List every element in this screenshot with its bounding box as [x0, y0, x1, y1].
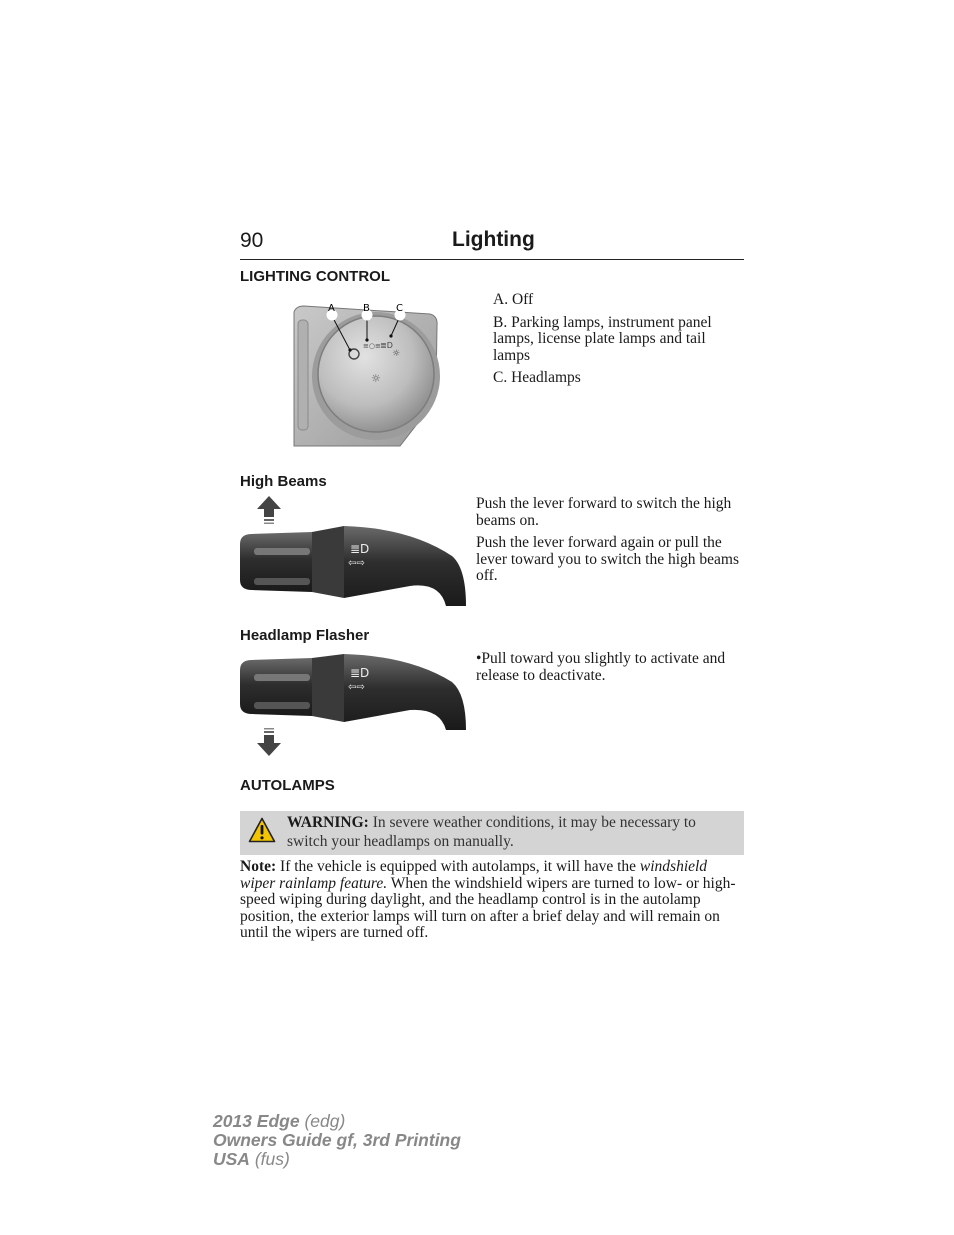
footer-line-3	[213, 1150, 290, 1170]
footer-market-code: (fus)	[249, 1149, 290, 1169]
page-title: Lighting	[452, 228, 535, 251]
headlamp-flasher-text	[476, 651, 746, 690]
warning-text	[287, 813, 739, 851]
figure-label-b: B	[363, 303, 370, 314]
lighting-control-legend	[493, 292, 745, 393]
high-beams-text	[476, 496, 746, 591]
svg-text:≡○≡: ≡○≡	[363, 342, 381, 350]
legend-item-b: B. Parking lamps, instrument panel lamps, license plate lamps and tail lamps	[493, 313, 712, 364]
arrow-down-icon	[256, 727, 282, 757]
svg-text:⇦⇨: ⇦⇨	[348, 558, 365, 569]
warning-body: In severe weather conditions, it may be necessary to switch your headlamps on manually.	[287, 814, 696, 850]
warning-triangle-icon	[248, 817, 276, 843]
page-number: 90	[240, 229, 264, 252]
high-beams-heading: High Beams	[240, 473, 327, 490]
arrow-up-icon	[256, 495, 282, 525]
autolamps-heading: AUTOLAMPS	[240, 777, 335, 794]
legend-item-a: A. Off	[493, 291, 534, 308]
footer-model: 2013 Edge	[213, 1111, 300, 1131]
svg-text:☼: ☼	[371, 372, 381, 385]
warning-box	[240, 811, 744, 855]
legend-item-c: C. Headlamps	[493, 369, 581, 386]
high-beam-lever-image	[240, 526, 468, 608]
high-beams-paragraph-2: Push the lever forward again or pull the lever toward you to switch the high beams off.	[476, 534, 740, 584]
headlamp-flasher-bullet: •Pull toward you slightly to activate and release to deactivate.	[476, 650, 726, 684]
note-label: Note:	[240, 858, 277, 875]
note-text-2: When the windshield wipers are turned to low- or high-speed wiping during daylight, and the headlamp control is in the autolamp position, the exterior lamps will turn on after a brief delay and will remain on until the wipers are turned off.	[240, 874, 736, 941]
figure-label-c: C	[396, 303, 403, 314]
high-beams-paragraph-1: Push the lever forward to switch the high beams on.	[476, 495, 732, 529]
note-text-1: If the vehicle is equipped with autolamps, it will have the	[276, 858, 640, 875]
headlamp-flasher-lever-image	[240, 654, 468, 734]
svg-text:≣D: ≣D	[350, 542, 370, 556]
warning-label: WARNING:	[287, 814, 369, 831]
svg-text:≣D: ≣D	[350, 666, 370, 680]
figure-label-a: A	[328, 303, 335, 314]
footer-market: USA	[213, 1149, 250, 1169]
note-italic: windshield wiper rainlamp feature.	[240, 858, 708, 892]
svg-text:☼: ☼	[392, 349, 401, 359]
header-rule	[240, 259, 744, 260]
headlamp-flasher-heading: Headlamp Flasher	[240, 627, 370, 644]
footer-line-2: Owners Guide gf, 3rd Printing	[213, 1130, 461, 1150]
footer-line-1	[213, 1112, 345, 1132]
note-paragraph	[240, 859, 746, 942]
lighting-control-dial-image	[290, 298, 440, 448]
svg-text:≣D: ≣D	[380, 341, 393, 350]
footer-model-code: (edg)	[299, 1111, 346, 1131]
svg-text:⇦⇨: ⇦⇨	[348, 682, 365, 693]
lighting-control-heading: LIGHTING CONTROL	[240, 268, 390, 285]
